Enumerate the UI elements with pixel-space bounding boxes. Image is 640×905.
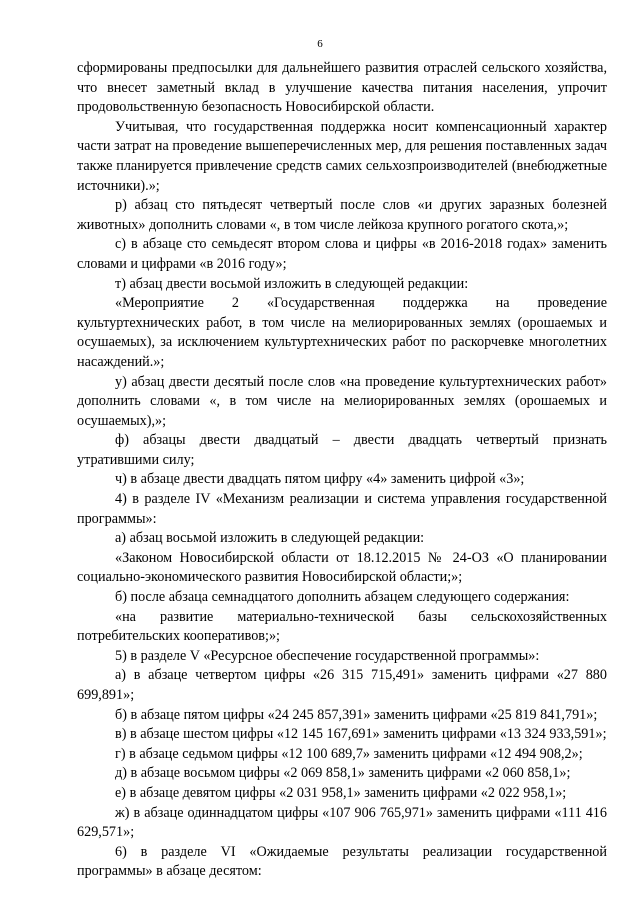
paragraph-item-b-section-4: б) после абзаца семнадцатого дополнить абзацем следующего содержания: (115, 589, 570, 606)
paragraph-section-4: 4) в разделе IV «Механизм реализации и система управления государственной программы»: (77, 491, 607, 527)
document-body (77, 59, 607, 882)
paragraph-item-s: с) в абзаце сто семьдесят втором слова и цифры «в 2016-2018 годах» заменить словами и цифрами «в 2016 году»; (77, 236, 607, 272)
paragraph-measure-2: «Мероприятие 2 «Государственная поддержка на проведение культуртехнических работ, в том числе на мелиорированных землях (орошаемых и осушаемых), за исключением культуртехнических работ по раскорчевке многолетних насаждений.»; (77, 295, 607, 370)
page-number: 6 (317, 38, 323, 50)
paragraph-section-6: 6) в разделе VI «Ожидаемые результаты реализации государственной программы» в абзаце десятом: (77, 843, 607, 880)
paragraph-item-a-section-4: а) абзац восьмой изложить в следующей редакции: (115, 530, 425, 547)
paragraph-item-ch: ч) в абзаце двести двадцать пятом цифру «4» заменить цифрой «3»; (115, 471, 525, 488)
paragraph-item-d-section-5: д) в абзаце восьмом цифры «2 069 858,1» заменить цифрами «2 060 858,1»; (115, 765, 571, 782)
paragraph-item-f: ф) абзацы двести двадцатый – двести двадцать четвертый признать утратившими силу; (77, 432, 607, 468)
paragraph-item-g-section-5: г) в абзаце седьмом цифры «12 100 689,7» заменить цифрами «12 494 908,2»; (115, 745, 583, 762)
paragraph-item-v-section-5: в) в абзаце шестом цифры «12 145 167,691» заменить цифрами «13 324 933,591»; (115, 726, 607, 743)
paragraph-law-reference: «Законом Новосибирской области от 18.12.2015 № 24-ОЗ «О планировании социально-экономического развития Новосибирской области;»; (77, 549, 607, 586)
paragraph-item-u: у) абзац двести десятый после слов «на проведение культуртехнических работ» дополнить словами «, в том числе на мелиорированных землях (орошаемых и осушаемых),»; (77, 373, 607, 429)
paragraph-item-t: т) абзац двести восьмой изложить в следующей редакции: (115, 275, 469, 292)
paragraph-item-e-section-5: е) в абзаце девятом цифры «2 031 958,1» заменить цифрами «2 022 958,1»; (115, 784, 567, 801)
paragraph-item-a-section-5: а) в абзаце четвертом цифры «26 315 715,491» заменить цифрами «27 880 699,891»; (77, 667, 607, 703)
paragraph-item-b-section-5: б) в абзаце пятом цифры «24 245 857,391» заменить цифрами «25 819 841,791»; (115, 706, 598, 723)
paragraph-cooperatives: «на развитие материально-технической базы сельскохозяйственных потребительских кооперативов;»; (77, 608, 607, 645)
paragraph-item-r: р) абзац сто пятьдесят четвертый после слов «и других заразных болезней животных» дополнить словами «, в том числе лейкоза крупного рогатого скота,»; (77, 197, 607, 233)
paragraph-item-zh-section-5: ж) в абзаце одиннадцатом цифры «107 906 765,971» заменить цифрами «111 416 629,571»; (77, 804, 607, 841)
paragraph-section-5: 5) в разделе V «Ресурсное обеспечение государственной программы»: (115, 647, 540, 664)
paragraph-continuation: сформированы предпосылки для дальнейшего развития отраслей сельского хозяйства, что внесет заметный вклад в улучшение качества питания населения, упрочит продовольственную безопасность Новосибирской области. (77, 60, 607, 116)
paragraph-state-support: Учитывая, что государственная поддержка носит компенсационный характер части затрат на проведение вышеперечисленных мер, для решения поставленных задач также планируется привлечение средств самих сельхозпроизводителей (внебюджетные источники).»; (77, 118, 607, 194)
